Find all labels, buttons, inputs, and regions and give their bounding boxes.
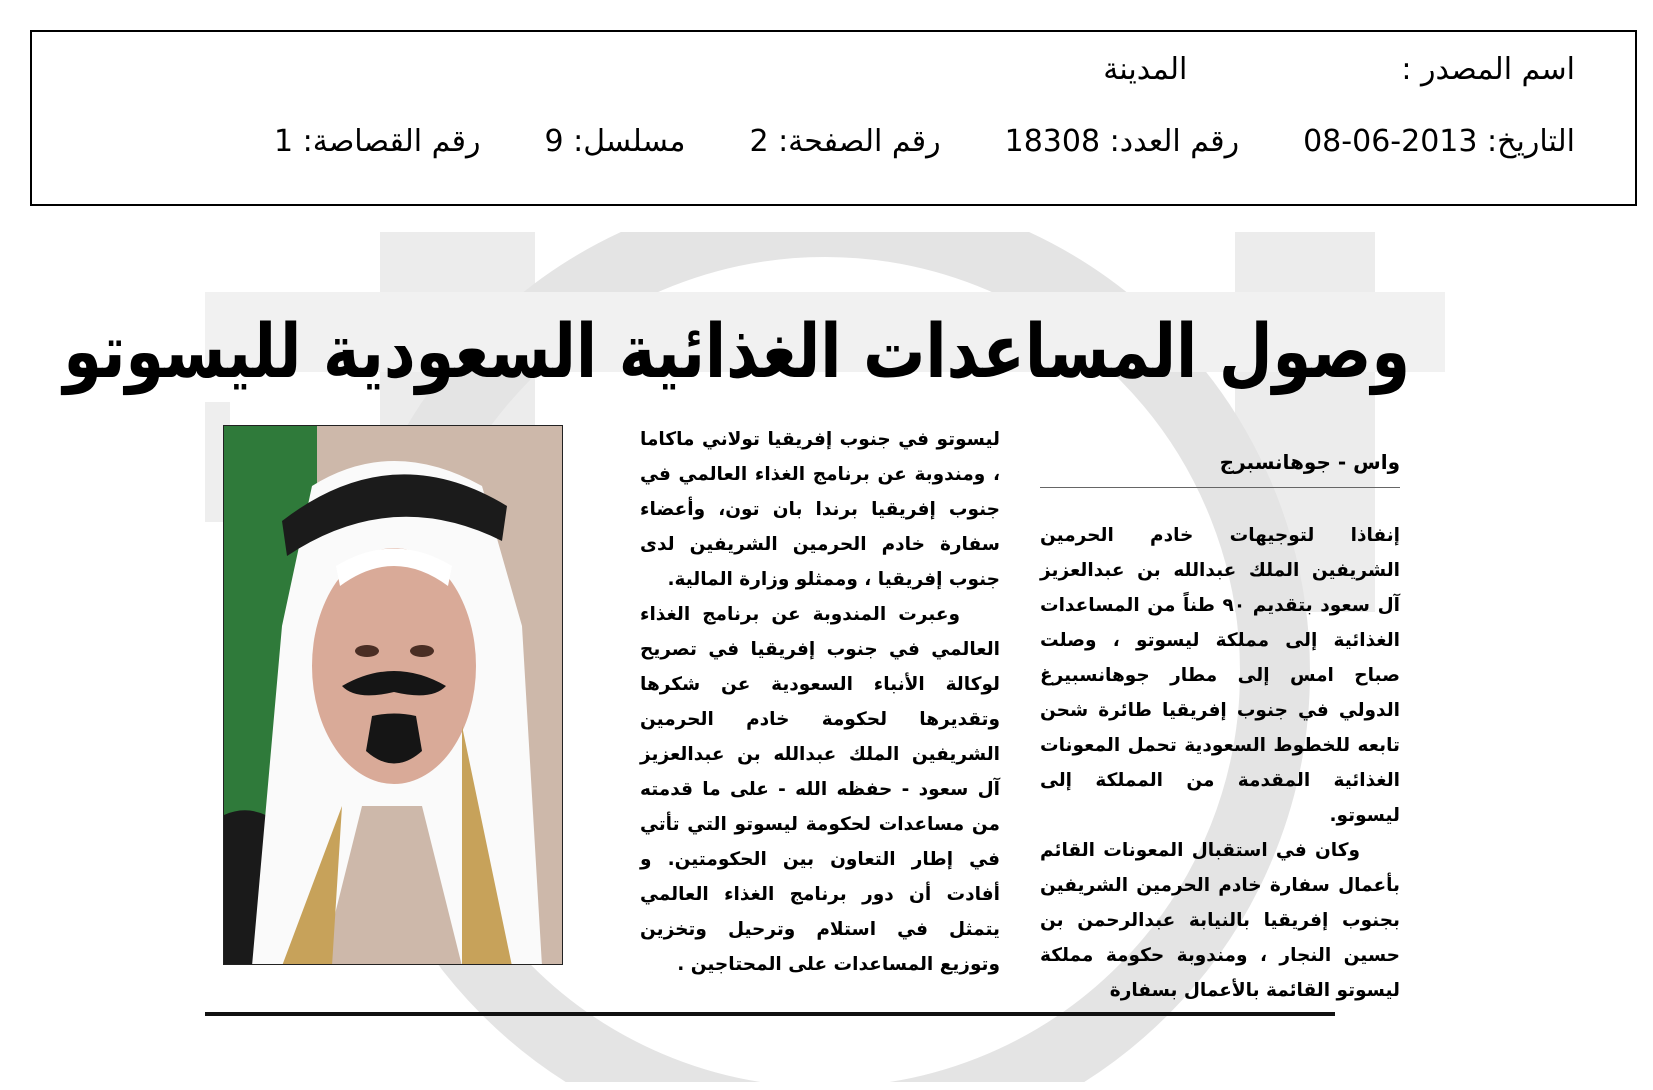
- paragraph: ليسوتو في جنوب إفريقيا تولاني ماكاما ، ومندوبة عن برنامج الغذاء العالمي في جنوب إفريقيا برندا بان تون، وأعضاء سفارة خادم الحرمين الشريفين لدى جنوب إفريقيا ، وممثلو وزارة المالية.: [640, 429, 1000, 590]
- date-field: التاريخ: 2013-06-08: [1303, 124, 1575, 159]
- issue-number-field: رقم العدد: 18308: [1004, 124, 1240, 159]
- article-headline: وصول المساعدات الغذائية السعودية لليسوتو: [63, 307, 1410, 396]
- serial-field: مسلسل: 9: [544, 124, 686, 159]
- metadata-row-details: [210, 124, 1575, 159]
- newspaper-clipping: [63, 232, 1445, 1082]
- clip-number-field: رقم القصاصة: 1: [274, 124, 481, 159]
- bottom-rule: [205, 1012, 1335, 1016]
- page-number-field: رقم الصفحة: 2: [749, 124, 941, 159]
- portrait-image-icon: [223, 426, 562, 965]
- source-label: اسم المصدر :: [1401, 52, 1575, 87]
- paragraph: إنفاذا لتوجيهات خادم الحرمين الشريفين الملك عبدالله بن عبدالعزيز آل سعود بتقديم ٩٠ طناً من المساعدات الغذائية إلى مملكة ليسوتو ، وصلت صباح امس إلى مطار جوهانسبيرغ الدولي في جنوب إفريقيا طائرة شحن تابعه للخطوط السعودية تحمل المعونات الغذائية المقدمة من المملكة إلى ليسوتو.: [1040, 525, 1400, 826]
- clipping-metadata-box: [30, 30, 1637, 206]
- paragraph: وكان في استقبال المعونات القائم بأعمال سفارة خادم الحرمين الشريفين بجنوب إفريقيا بالنيابة عبدالرحمن بن حسين النجار ، ومندوبة حكومة مملكة ليسوتو القائمة بالأعمال بسفارة: [1040, 840, 1400, 1001]
- metadata-row-source: [1039, 52, 1575, 87]
- article-column-1: [1040, 447, 1400, 1008]
- article-photo: [223, 425, 563, 965]
- article-byline: واس - جوهانسبرج: [1040, 447, 1400, 488]
- source-value: المدينة: [1103, 52, 1188, 87]
- article-column-2: [640, 422, 1000, 982]
- paragraph: وعبرت المندوبة عن برنامج الغذاء العالمي في جنوب إفريقيا في تصريح لوكالة الأنباء السعودية عن شكرها وتقديرها لحكومة خادم الحرمين الشريفين الملك عبدالله بن عبدالعزيز آل سعود - حفظه الله - على ما قدمته من مساعدات لحكومة ليسوتو التي تأتي في إطار التعاون بين الحكومتين. و أفادت أن دور برنامج الغذاء العالمي يتمثل في استلام وترحيل وتخزين وتوزيع المساعدات على المحتاجين .: [640, 604, 1000, 975]
